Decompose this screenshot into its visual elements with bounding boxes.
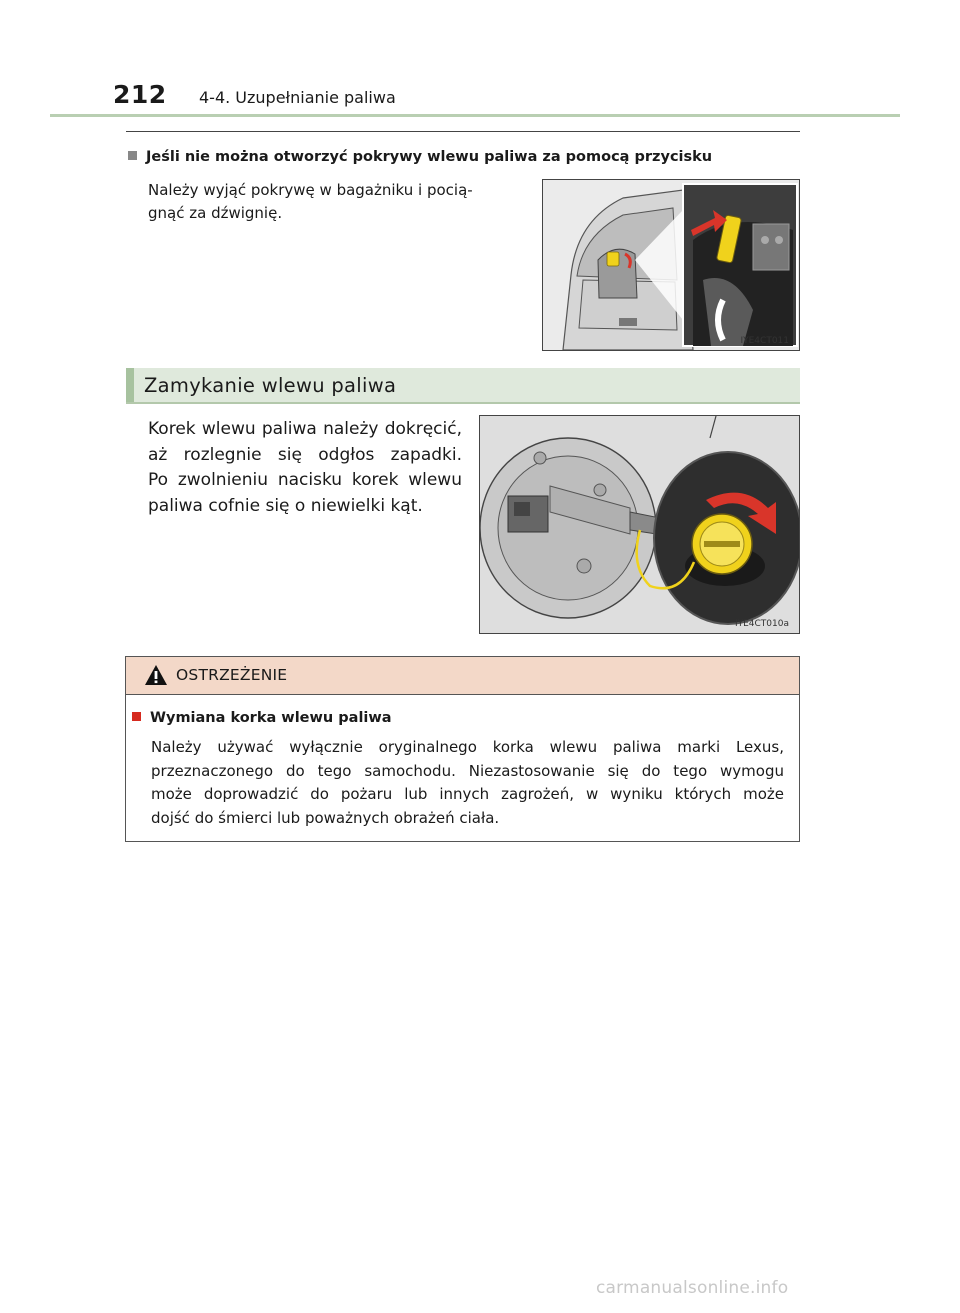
warning-triangle-icon [144,664,168,686]
paragraph-line: przeznaczonego do tego samochodu. Niezastosowanie się do tego wymogu [151,761,784,780]
warning-subheading [132,710,392,726]
paragraph-line: Korek wlewu paliwa należy dokręcić, [148,419,462,439]
figure-code: IYE4CT011 [740,336,789,346]
warning-subtitle: Wymiana korka wlewu paliwa [150,710,392,726]
warning-box [125,656,800,842]
section-accent [126,368,134,402]
subsection-heading [128,149,712,165]
subsection-title: Jeśli nie można otworzyć pokrywy wlewu paliwa za pomocą przycisku [146,149,713,165]
paragraph-line: Należy wyjąć pokrywę w bagażniku i pocią- [148,181,473,199]
top-divider [126,131,800,132]
square-bullet-icon [128,151,137,160]
watermark: carmanualsonline.info [596,1278,789,1298]
header-rule [50,114,900,117]
warning-header [126,657,799,695]
warning-title: OSTRZEŻENIE [176,666,288,684]
paragraph-line: dojść do śmierci lub poważnych obrażeń ciała. [151,808,500,827]
fuel-cap-drawing [480,416,799,633]
subsection-paragraph [148,179,526,225]
paragraph-line: paliwa cofnie się o niewielki kąt. [148,495,423,516]
chapter-title: 4-4. Uzupełnianie paliwa [199,88,396,107]
paragraph-line: gnąć za dźwignię. [148,204,283,222]
trunk-lever-illustration [542,179,800,351]
warning-paragraph [151,736,784,830]
figure-code: IYE4CT010a [734,619,789,629]
section-paragraph [148,417,462,519]
paragraph-line: aż rozlegnie się odgłos zapadki. [148,444,462,465]
paragraph-line: może doprowadzić do pożaru lub innych zagrożeń, w wyniku których może [151,785,784,803]
fuel-cap-illustration [479,415,800,634]
paragraph-line: Po zwolnieniu nacisku korek wlewu [148,470,462,490]
section-title: Zamykanie wlewu paliwa [144,374,397,397]
red-square-bullet-icon [132,712,141,721]
trunk-illustration-drawing [543,180,799,350]
section-heading-bar [126,368,800,404]
paragraph-line: Należy używać wyłącznie oryginalnego korka wlewu paliwa marki Lexus, [151,738,784,756]
page-number: 212 [113,80,167,109]
